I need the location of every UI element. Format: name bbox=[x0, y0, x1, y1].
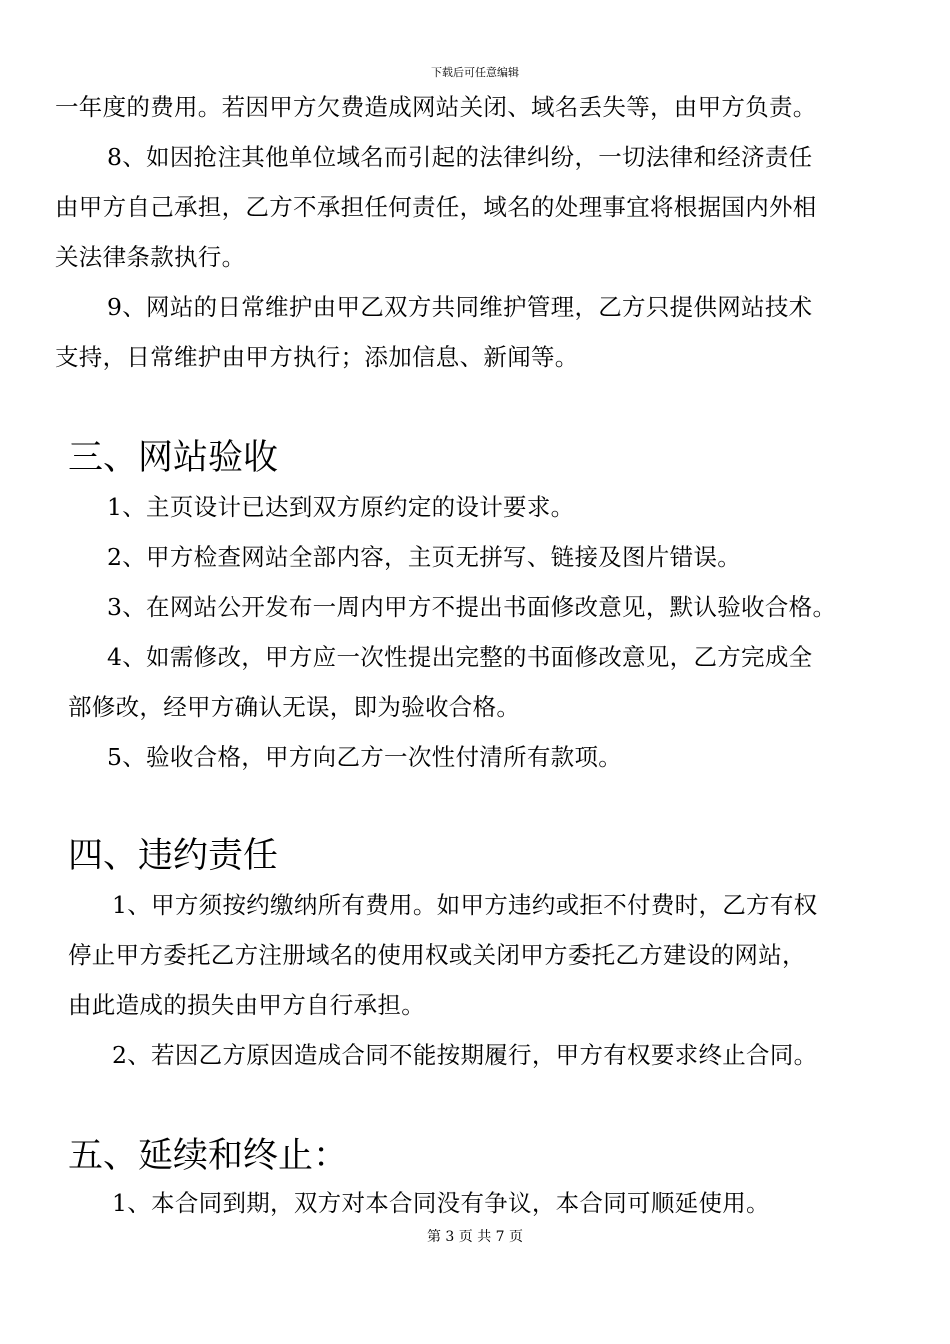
paragraph-line: 3、在网站公开发布一周内甲方不提出书面修改意见，默认验收合格。 bbox=[107, 593, 837, 621]
paragraph-line: 停止甲方委托乙方注册域名的使用权或关闭甲方委托乙方建设的网站， bbox=[68, 941, 806, 969]
paragraph-line: 部修改，经甲方确认无误，即为验收合格。 bbox=[68, 693, 521, 721]
paragraph-line: 一年度的费用。若因甲方欠费造成网站关闭、域名丢失等，由甲方负责。 bbox=[55, 93, 817, 121]
section-heading-acceptance: 三、网站验收 bbox=[68, 438, 279, 478]
paragraph-line: 1、甲方须按约缴纳所有费用。如甲方违约或拒不付费时，乙方有权 bbox=[112, 891, 818, 919]
paragraph-line: 2、甲方检查网站全部内容，主页无拼写、链接及图片错误。 bbox=[107, 543, 742, 571]
page-header: 下载后可任意编辑 bbox=[431, 66, 519, 79]
paragraph-line: 5、验收合格，甲方向乙方一次性付清所有款项。 bbox=[107, 743, 623, 771]
paragraph-line: 支持，日常维护由甲方执行；添加信息、新闻等。 bbox=[55, 343, 579, 371]
paragraph-line: 由甲方自己承担，乙方不承担任何责任，域名的处理事宜将根据国内外相 bbox=[55, 193, 817, 221]
paragraph-line: 8、如因抢注其他单位域名而引起的法律纠纷，一切法律和经济责任 bbox=[107, 143, 813, 171]
paragraph-line: 1、本合同到期，双方对本合同没有争议，本合同可顺延使用。 bbox=[112, 1189, 770, 1217]
section-heading-breach: 四、违约责任 bbox=[68, 836, 279, 876]
paragraph-line: 4、如需修改，甲方应一次性提出完整的书面修改意见，乙方完成全 bbox=[107, 643, 813, 671]
paragraph-line: 关法律条款执行。 bbox=[55, 243, 246, 271]
section-heading-termination: 五、延续和终止： bbox=[68, 1136, 349, 1176]
paragraph-line: 2、若因乙方原因造成合同不能按期履行，甲方有权要求终止合同。 bbox=[112, 1041, 818, 1069]
page-footer: 第 3 页 共 7 页 bbox=[426, 1229, 524, 1245]
paragraph-line: 由此造成的损失由甲方自行承担。 bbox=[68, 991, 425, 1019]
paragraph-line: 1、主页设计已达到双方原约定的设计要求。 bbox=[107, 493, 575, 521]
paragraph-line: 9、网站的日常维护由甲乙双方共同维护管理，乙方只提供网站技术 bbox=[107, 293, 813, 321]
